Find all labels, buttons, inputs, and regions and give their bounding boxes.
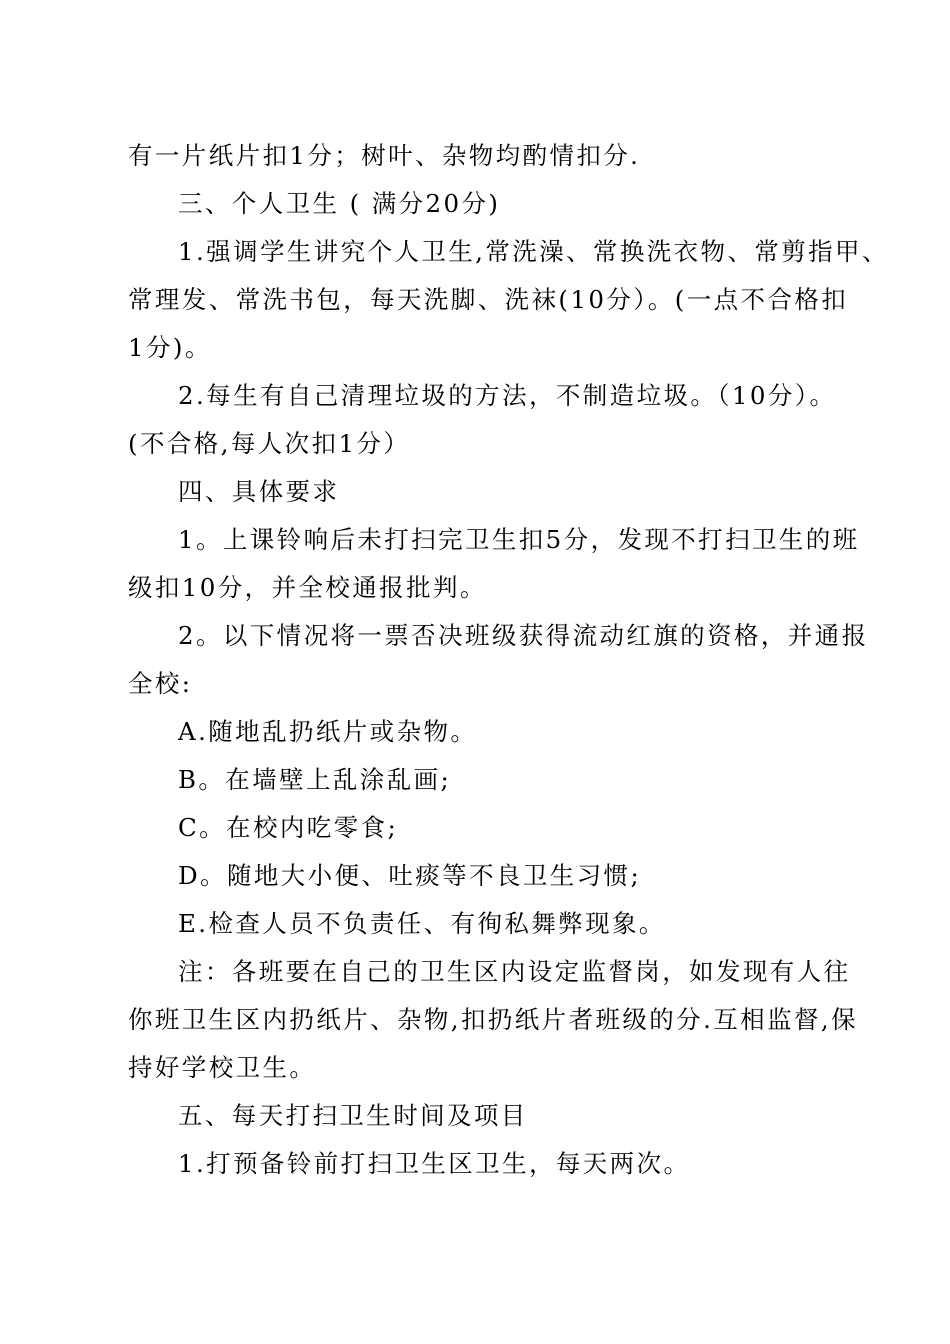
note-line-1: 注：各班要在自己的卫生区内设定监督岗，如发现有人往 xyxy=(178,957,851,986)
section-heading-personal-hygiene: 三、个人卫生 ( 满分20分) xyxy=(178,189,501,218)
note-line-3: 持好学校卫生。 xyxy=(128,1053,317,1082)
list-item-b: B。在墙壁上乱涂乱画; xyxy=(178,765,452,794)
paragraph-line-6: 2.每生有自己清理垃圾的方法，不制造垃圾。（10分）。 xyxy=(178,381,837,410)
list-item-a: A.随地乱扔纸片或杂物。 xyxy=(178,717,478,746)
paragraph-line-1: 有一片纸片扣1分；树叶、杂物均酌情扣分. xyxy=(128,141,641,170)
paragraph-line-3: 1.强调学生讲究个人卫生,常洗澡、常换洗衣物、常剪指甲、 xyxy=(178,237,889,266)
paragraph-line-11: 2。以下情况将一票否决班级获得流动红旗的资格，并通报 xyxy=(178,621,869,650)
section-heading-daily-cleaning: 五、每天打扫卫生时间及项目 xyxy=(178,1101,528,1130)
paragraph-line-22: 1.打预备铃前打扫卫生区卫生，每天两次。 xyxy=(178,1149,691,1178)
note-line-2: 你班卫生区内扔纸片、杂物,扣扔纸片者班级的分.互相监督,保 xyxy=(128,1005,858,1034)
paragraph-line-12: 全校: xyxy=(128,669,193,698)
list-item-d: D。随地大小便、吐痰等不良卫生习惯; xyxy=(178,861,642,890)
paragraph-line-7: (不合格,每人次扣1分） xyxy=(128,429,411,458)
section-heading-specific-requirements: 四、具体要求 xyxy=(178,477,340,506)
paragraph-line-5: 1分)。 xyxy=(128,333,212,362)
paragraph-line-10: 级扣10分，并全校通报批判。 xyxy=(128,573,487,602)
list-item-e: E.检查人员不负责任、有徇私舞弊现象。 xyxy=(178,909,666,938)
paragraph-line-9: 1。上课铃响后未打扫完卫生扣5分，发现不打扫卫生的班 xyxy=(178,525,860,554)
list-item-c: C。在校内吃零食; xyxy=(178,813,399,842)
paragraph-line-4: 常理发、常洗书包，每天洗脚、洗袜(10分）。(一点不合格扣 xyxy=(128,285,849,314)
